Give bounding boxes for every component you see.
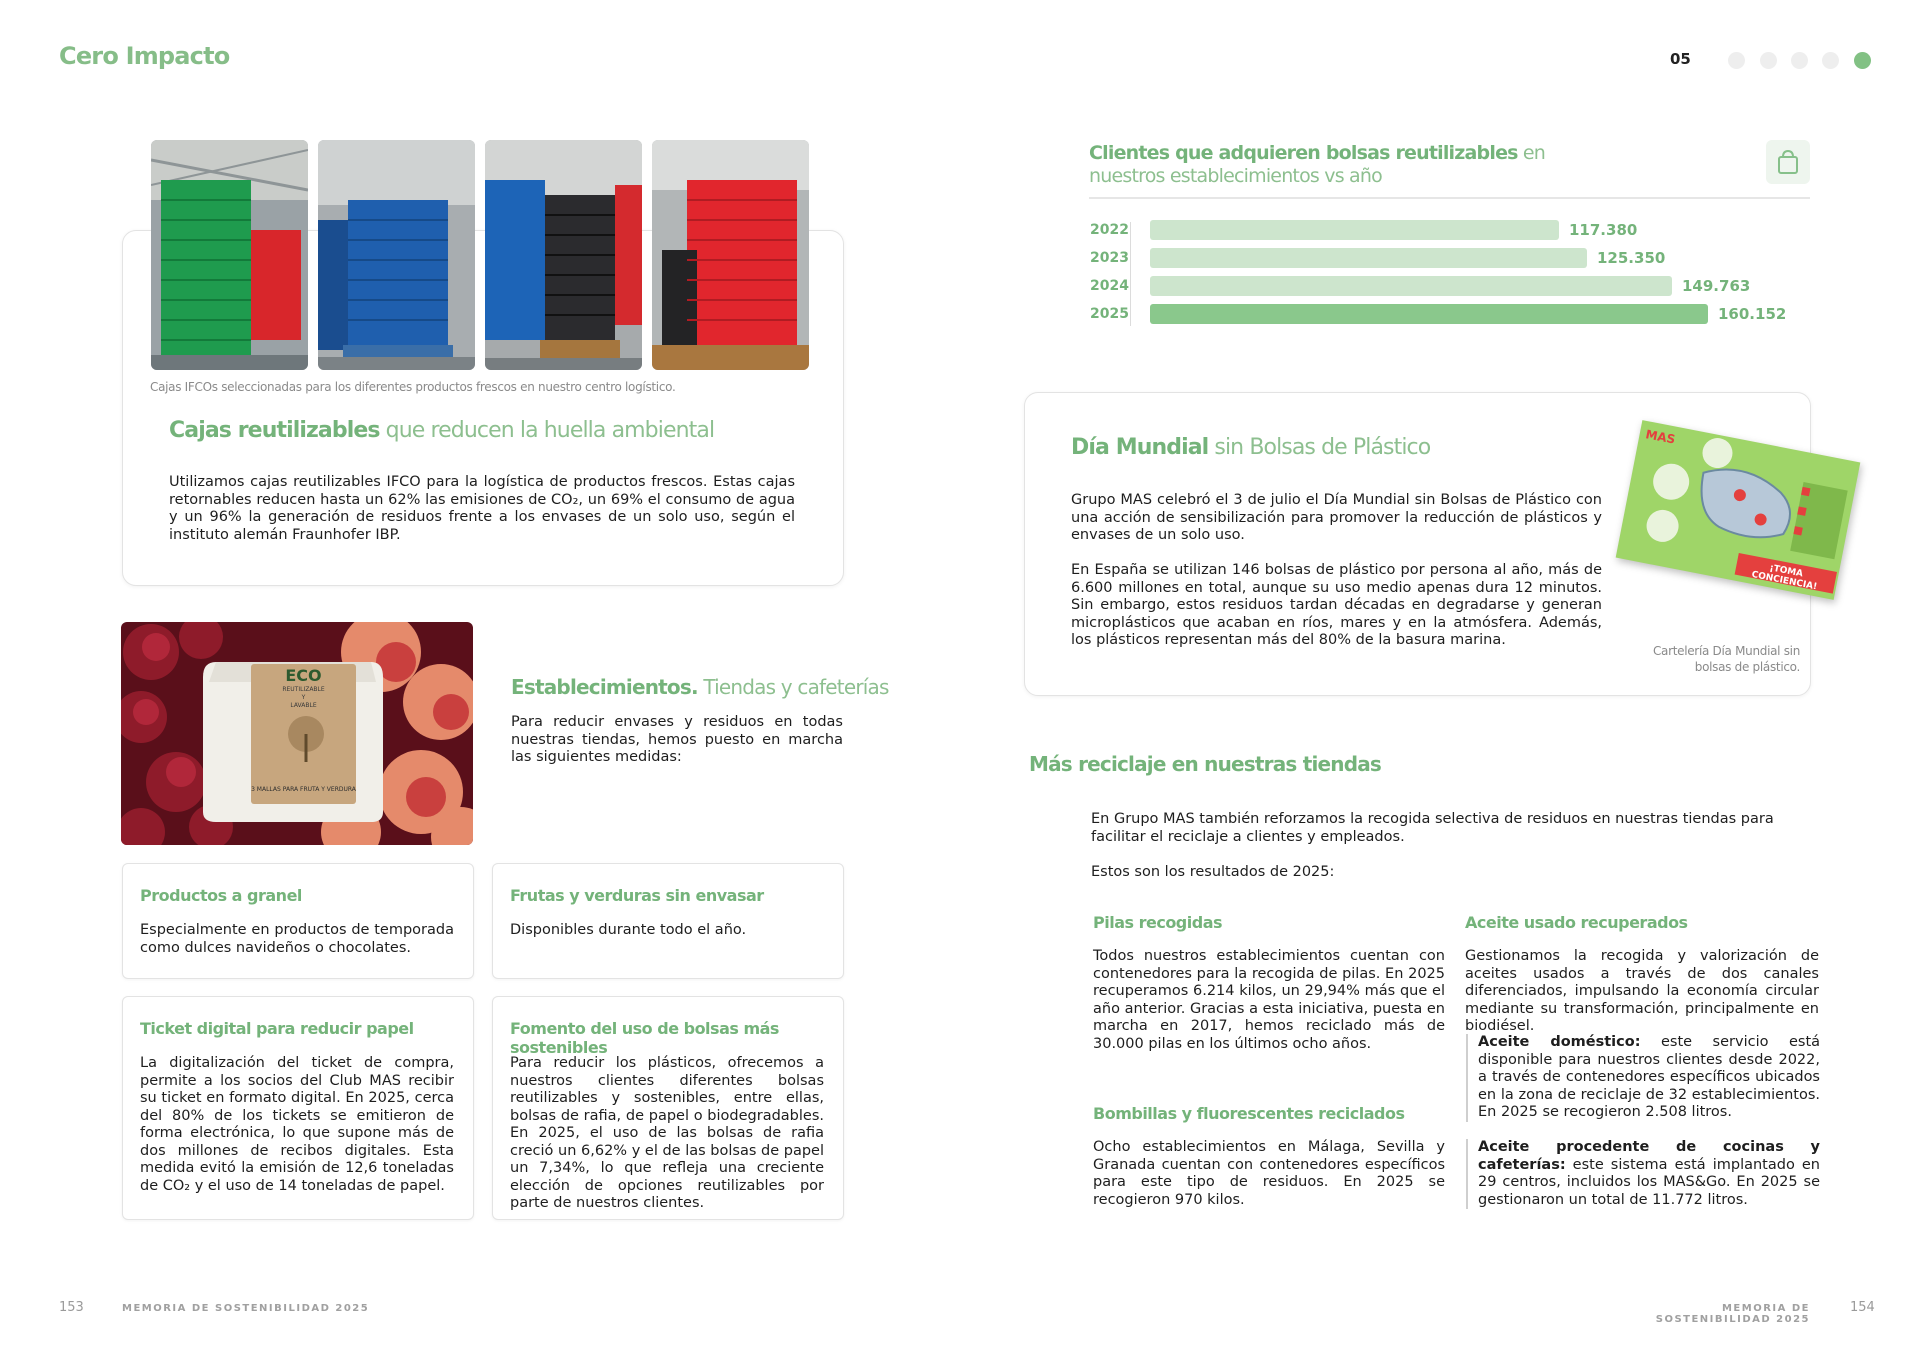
crate-photo-blue-black	[485, 140, 642, 370]
cajas-title	[169, 418, 714, 443]
crate-photo-red	[652, 140, 809, 370]
card-granel-body: Especialmente en productos de temporada como dulces navideños o chocolates.	[140, 922, 454, 956]
footer-title-left: MEMORIA DE SOSTENIBILIDAD 2025	[122, 1303, 370, 1314]
bar-value-label: 160.152	[1718, 305, 1787, 323]
nav-dot-4[interactable]	[1822, 52, 1839, 69]
poster-banner: ¡TOMA CONCIENCIA!	[1750, 563, 1818, 593]
bag-label-eco: ECO	[285, 666, 322, 685]
poster-logo: MAS	[1644, 427, 1677, 447]
card-ticket-body: La digitalización del ticket de compra, permite a los socios del Club MAS recibir su ticket en formato digital. En 2025, cerca del 80% de los tickets se emitieron de forma electrónica, lo que supone más de dos millones de recibos digitales. Esta medida evitó la emisión de 12,6 toneladas de CO₂ y el uso de 14 toneladas de papel.	[140, 1055, 454, 1194]
nav-dot-5-active[interactable]	[1854, 52, 1871, 69]
aceite-body: Gestionamos la recogida y valorización de aceites usados a través de dos canales diferenciados, impulsando la economía circular mediante su transformación, principalmente en biodiésel.	[1465, 948, 1819, 1034]
cajas-title-bold: Cajas reutilizables	[169, 418, 380, 443]
bag-label-line2: Y	[301, 694, 306, 701]
bombillas-body: Ocho establecimientos en Málaga, Sevilla y Granada cuentan con contenedores específicos para este tipo de residuos. En 2025 se recogieron 970 kilos.	[1093, 1139, 1445, 1208]
reciclaje-results: Estos son los resultados de 2025:	[1091, 864, 1335, 880]
section-title: Cero Impacto	[59, 42, 230, 70]
chart-axis-line	[1130, 222, 1131, 326]
establecimientos-title	[511, 675, 889, 699]
bar	[1150, 276, 1672, 296]
card-frutas-body: Disponibles durante todo el año.	[510, 922, 747, 938]
dia-mundial-p1: Grupo MAS celebró el 3 de julio el Día Mundial sin Bolsas de Plástico con una acción de sensibilización para promover la reducción de plásticos y envases de un solo uso.	[1071, 492, 1602, 543]
bar	[1150, 248, 1587, 268]
bag-label-bottom: 3 MALLAS PARA FRUTA Y VERDURA	[251, 786, 356, 793]
chart-divider	[1089, 197, 1810, 199]
pilas-title: Pilas recogidas	[1093, 913, 1223, 932]
aceite-cocinas	[1466, 1139, 1820, 1209]
bar	[1150, 304, 1708, 324]
bombillas-title: Bombillas y fluorescentes reciclados	[1093, 1104, 1405, 1123]
aceite-cocinas-text: este sistema está implantado en 29 centros, incluidos los MAS&Go. En 2025 se gestionaron un total de 11.772 litros.	[1478, 1156, 1820, 1208]
footer-page-left: 153	[59, 1300, 84, 1315]
poster-caption: Cartelería Día Mundial sin bolsas de plástico.	[1652, 644, 1800, 674]
crate-photo-blue	[318, 140, 475, 370]
pilas-body: Todos nuestros establecimientos cuentan con contenedores para la recogida de pilas. En 2025 recuperamos 6.214 kilos, un 29,94% más que el año anterior. Gracias a esta iniciativa, puesta en marcha en 2017, hemos reciclado más de 30.000 pilas en los últimos ocho años.	[1093, 948, 1445, 1052]
reciclaje-title: Más reciclaje en nuestras tiendas	[1029, 752, 1382, 776]
card-granel	[122, 863, 474, 979]
nav-dot-1[interactable]	[1728, 52, 1745, 69]
aceite-domestico-text: este servicio está disponible para nuestros clientes desde 2022, a través de contenedores específicos ubicados en la zona de reciclaje de 32 establecimientos. En 2025 se recogieron 2.508 litros.	[1478, 1034, 1821, 1120]
chart-title-light-2: nuestros establecimientos vs año	[1089, 165, 1382, 187]
chart-title	[1089, 142, 1545, 188]
establecimientos-title-bold: Establecimientos.	[511, 675, 698, 699]
crate-photo-green	[151, 140, 308, 370]
page-indicator: 05	[1670, 50, 1691, 68]
bar-year-label: 2023	[1090, 250, 1129, 266]
aceite-title: Aceite usado recuperados	[1465, 913, 1688, 932]
aceite-domestico-label: Aceite doméstico:	[1478, 1034, 1641, 1050]
card-bolsas-body: Para reducir los plásticos, ofrecemos a nuestros clientes diferentes bolsas reutilizables y sostenibles, entre ellas, bolsas de rafia, de papel o biodegradables. En 2025, el uso de las bolsas de rafia creció un 6,62% y el de las bolsas de papel un 7,34%, lo que refleja una creciente elección de opciones reutilizables por parte de nuestros clientes.	[510, 1055, 824, 1211]
footer-title-right: MEMORIA DE SOSTENIBILIDAD 2025	[1655, 1303, 1810, 1325]
cajas-body: Utilizamos cajas reutilizables IFCO para la logística de productos frescos. Estas cajas retornables reducen hasta un 62% las emisiones de CO₂, un 69% el consumo de agua y un 96% la generación de residuos frente a los envases de un solo uso, según el instituto alemán Fraunhofer IBP.	[169, 474, 795, 543]
nav-dot-3[interactable]	[1791, 52, 1808, 69]
dia-mundial-title-bold: Día Mundial	[1071, 435, 1209, 460]
bar-year-label: 2022	[1090, 222, 1129, 238]
chart-title-bold: Clientes que adquieren bolsas reutilizables	[1089, 142, 1518, 164]
cajas-title-light: que reducen la huella ambiental	[379, 418, 715, 443]
card-ticket	[122, 996, 474, 1220]
footer-page-right: 154	[1850, 1300, 1875, 1315]
bag-label-line1: REUTILIZABLE	[282, 686, 325, 693]
card-bolsas	[492, 996, 844, 1220]
bar-value-label: 117.380	[1569, 221, 1638, 239]
photos-caption: Cajas IFCOs seleccionadas para los diferentes productos frescos en nuestro centro logístico.	[150, 380, 676, 394]
nav-dot-2[interactable]	[1760, 52, 1777, 69]
chart-title-light-1: en	[1517, 142, 1546, 164]
dia-mundial-p2: En España se utilizan 146 bolsas de plástico por persona al año, más de 6.600 millones en total, aunque su uso medio apenas dura 12 minutos. Sin embargo, estos residuos tardan décadas en degradarse y generan microplásticos que acaban en ríos, mares y en la atmósfera. Además, los plásticos representan más del 80% de la basura marina.	[1071, 562, 1602, 648]
card-ticket-title: Ticket digital para reducir papel	[140, 1019, 414, 1038]
bar	[1150, 220, 1559, 240]
aceite-cocinas-label: Aceite procedente de cocinas y cafeterías:	[1478, 1139, 1820, 1173]
establecimientos-body: Para reducir envases y residuos en todas nuestras tiendas, hemos puesto en marcha las siguientes medidas:	[511, 714, 843, 765]
card-bolsas-title: Fomento del uso de bolsas más sostenibles	[510, 1019, 779, 1057]
bag-label-line3: LAVABLE	[290, 702, 317, 709]
reusable-bag-photo	[121, 622, 473, 845]
card-granel-title: Productos a granel	[140, 886, 302, 905]
aceite-domestico	[1466, 1034, 1820, 1122]
card-frutas-title: Frutas y verduras sin envasar	[510, 886, 764, 905]
shopping-bag-icon	[1766, 140, 1810, 184]
dia-mundial-title-light: sin Bolsas de Plástico	[1208, 435, 1431, 460]
bar-year-label: 2024	[1090, 278, 1129, 294]
bar-year-label: 2025	[1090, 306, 1129, 322]
bar-value-label: 149.763	[1682, 277, 1751, 295]
establecimientos-title-light: Tiendas y cafeterías	[697, 675, 889, 699]
card-frutas	[492, 863, 844, 979]
reciclaje-intro: En Grupo MAS también reforzamos la recogida selectiva de residuos en nuestras tiendas para facilitar el reciclaje a clientes y empleados.	[1091, 811, 1774, 845]
dia-mundial-title	[1071, 435, 1430, 460]
bar-value-label: 125.350	[1597, 249, 1666, 267]
